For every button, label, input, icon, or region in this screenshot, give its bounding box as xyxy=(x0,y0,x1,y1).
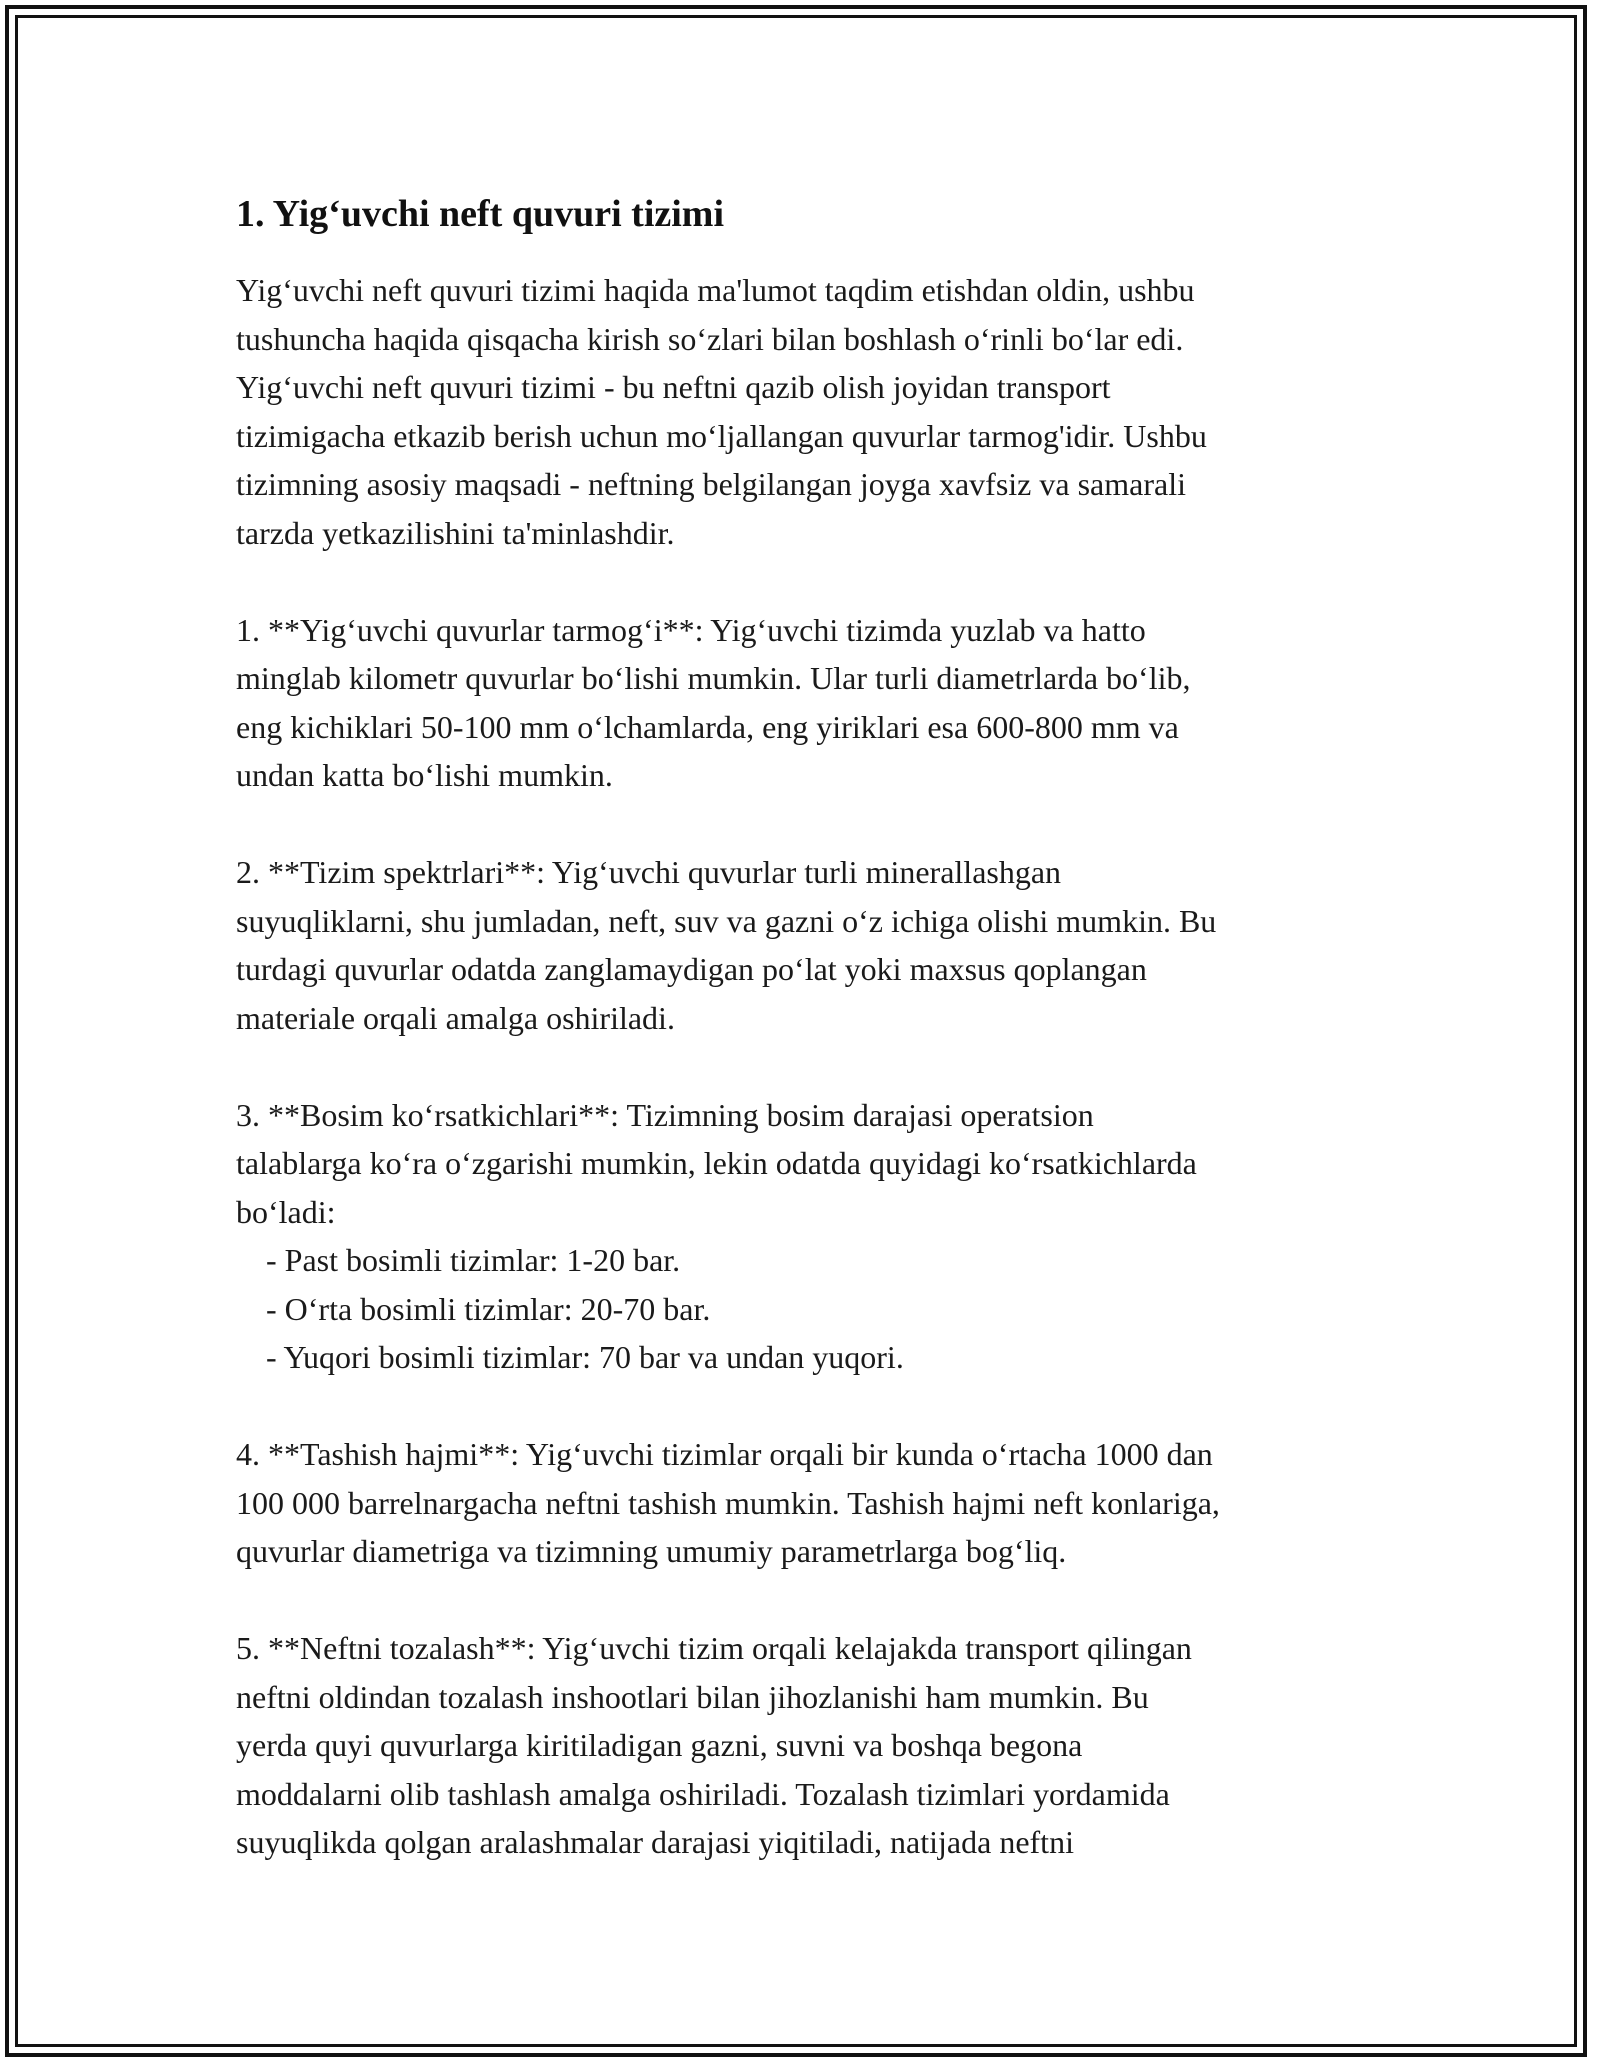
list-item-3: 3. **Bosim ko‘rsatkichlari**: Tizimning bosim darajasi operatsion talablarga ko‘ra o‘zgarishi mumkin, lekin odatda quyidagi ko‘rsatkichlarda bo‘ladi: xyxy=(236,1096,1197,1230)
section-title: 1. Yig‘uvchi neft quvuri tizimi xyxy=(236,193,725,235)
list-item-2: 2. **Tizim spektrlari**: Yig‘uvchi quvurlar turli minerallashgan suyuqliklarni, shu jumladan, neft, suv va gazni o‘z ichiga olishi mumkin. Bu turdagi quvurlar odatda zanglamaydigan po‘lat yoki maxsus qoplangan materiale orqali amalga oshiriladi. xyxy=(236,854,1217,1036)
paragraph-gap xyxy=(236,557,1386,606)
list-item-1: 1. **Yig‘uvchi quvurlar tarmog‘i**: Yig‘uvchi tizimda yuzlab va hatto minglab kilometr quvurlar bo‘lishi mumkin. Ular turli diametrlarda bo‘lib, eng kichiklari 50-100 mm o‘lchamlarda, eng yiriklari esa 600-800 mm va undan katta bo‘lishi mumkin. xyxy=(236,611,1191,793)
list-item-4: 4. **Tashish hajmi**: Yig‘uvchi tizimlar orqali bir kunda o‘rtacha 1000 dan 100 000 barrelnargacha neftni tashish mumkin. Tashish hajmi neft konlariga, quvurlar diametriga va tizimning umumiy parametrlarga bog‘liq. xyxy=(236,1436,1220,1569)
list-item-5: 5. **Neftni tozalash**: Yig‘uvchi tizim orqali kelajakda transport qilingan neftni oldindan tozalash inshootlari bilan jihozlanishi ham mumkin. Bu yerda quyi quvurlarga kiritiladigan gazni, suvni va boshqa begona moddalarni olib tashlash amalga oshiriladi. Tozalash tizimlari yordamida suyuqlikda qolgan aralashmalar darajasi yiqitiladi, natijada neftni xyxy=(236,1630,1192,1860)
pressure-bullet-medium: - O‘rta bosimli tizimlar: 20-70 bar. xyxy=(266,1290,711,1327)
document-body xyxy=(236,188,1386,1867)
pressure-bullet-low: - Past bosimli tizimlar: 1-20 bar. xyxy=(266,1242,681,1278)
paragraph-gap xyxy=(236,1042,1386,1091)
paragraph-gap xyxy=(236,800,1386,849)
intro-paragraph: Yig‘uvchi neft quvuri tizimi haqida ma'lumot taqdim etishdan oldin, ushbu tushuncha haqida qisqacha kirish so‘zlari bilan boshlash o‘rinli bo‘lar edi. Yig‘uvchi neft quvuri tizimi - bu neftni qazib olish joyidan transport tizimigacha etkazib berish uchun mo‘ljallangan quvurlar tarmog'idir. Ushbu tizimning asosiy maqsadi - neftning belgilangan joyga xavfsiz va samarali tarzda yetkazilishini ta'minlashdir. xyxy=(236,272,1207,551)
paragraph-gap xyxy=(236,1382,1386,1431)
pressure-bullet-high: - Yuqori bosimli tizimlar: 70 bar va undan yuqori. xyxy=(266,1339,904,1375)
paragraph-gap xyxy=(236,1576,1386,1625)
